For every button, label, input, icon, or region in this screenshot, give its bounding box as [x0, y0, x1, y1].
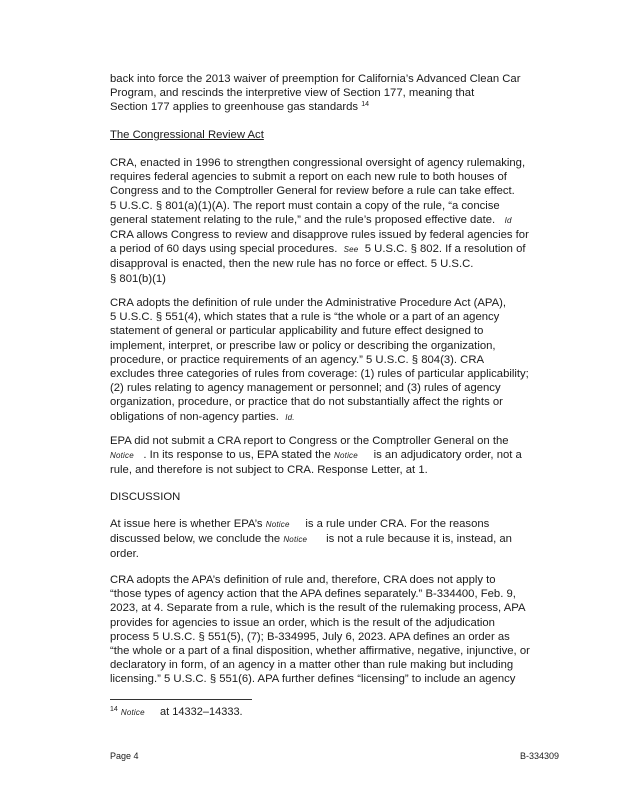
text-line: Notice . In its response to us, EPA stated the Notice is an adjudicatory order, not a: [110, 449, 522, 462]
text-line: requires federal agencies to submit a report on each new rule to both houses of: [110, 171, 507, 184]
text-line: CRA adopts the definition of rule under the Administrative Procedure Act (APA),: [110, 297, 507, 309]
section-heading-discussion: DISCUSSION: [110, 491, 181, 503]
text-line: 5 U.S.C. § 551(4), which states that a rule is “the whole or a part of an agency: [110, 311, 500, 324]
citation-id: Id: [504, 215, 512, 225]
footnote-reference: 14: [361, 101, 370, 109]
paragraph-epa-response: [110, 434, 562, 478]
notice-term: Notice: [283, 535, 308, 545]
notice-term: Notice: [120, 708, 145, 717]
text-line: CRA allows Congress to review and disapprove rules issued by federal agencies for: [110, 229, 529, 242]
text-line: process 5 U.S.C. § 551(5), (7); B-334995, July 6, 2023. APA defines an order as: [110, 630, 510, 643]
text-line: 2023, at 4. Separate from a rule, which is the result of the rulemaking process, APA: [110, 602, 526, 615]
text-line: rule, and therefore is not subject to CRA. Response Letter, at 1.: [110, 464, 428, 477]
notice-term: Notice: [110, 451, 134, 461]
section-heading-cra: The Congressional Review Act: [110, 129, 264, 141]
paragraph-cra-overview: [110, 156, 562, 286]
text-line: implement, interpret, or prescribe law or policy or describing the organization,: [110, 339, 496, 352]
text-line: statement of general or particular applicability and future effect designed to: [110, 325, 484, 338]
text-line: EPA did not submit a CRA report to Congress or the Comptroller General on the: [110, 435, 509, 447]
text-line: general statement relating to the rule,” and the rule’s proposed effective date. Id: [110, 213, 512, 226]
paragraph-issue: [110, 517, 562, 562]
text-line: declaratory in form, of an agency in a matter other than rule making but including: [110, 659, 514, 672]
footnote-number: 14: [110, 706, 118, 713]
text-line: back into force the 2013 waiver of preemption for California’s Advanced Clean Car: [110, 73, 521, 85]
paragraph-continuation: [110, 72, 562, 115]
citation-id: Id.: [285, 412, 295, 422]
text-line: “the whole or a part of a final disposition, whether affirmative, negative, injunctive, or: [110, 645, 530, 658]
citation-see: See: [343, 245, 359, 255]
text-line: organization, procedure, or practice that do not substantially affect the rights or: [110, 396, 503, 409]
notice-term: Notice: [334, 451, 358, 461]
footnote-text: at 14332–14333.: [160, 706, 243, 718]
document-number: B-334309: [520, 751, 560, 761]
text-line: a period of 60 days using special procedures. See 5 U.S.C. § 802. If a resolution of: [110, 243, 526, 256]
text-line: provides for agencies to issue an order, which is the result of the adjudication: [110, 616, 495, 629]
text-line: excludes three categories of rules from coverage: (1) rules of particular applicability;: [110, 368, 529, 381]
text-line: § 801(b)(1): [110, 272, 166, 285]
text-line: discussed below, we conclude the Notice is not a rule because it is, instead, an: [110, 533, 512, 546]
text-line: “those types of agency action that the APA defines separately.” B-334400, Feb. 9,: [110, 588, 516, 601]
footnote-divider: [110, 699, 252, 700]
text-line: CRA adopts the APA’s definition of rule and, therefore, CRA does not apply to: [110, 574, 496, 586]
text-line: Congress and to the Comptroller General for review before a rule can take effect.: [110, 185, 515, 198]
notice-term: Notice: [265, 520, 290, 529]
text-line: Section 177 applies to greenhouse gas standards $^{14}$: [110, 101, 370, 114]
text-line: order.: [110, 548, 139, 561]
page-number: Page 4: [110, 751, 139, 761]
text-line: licensing.” 5 U.S.C. § 551(6). APA further defines “licensing” to include an agency: [110, 673, 516, 686]
text-line: 5 U.S.C. § 801(a)(1)(A). The report must contain a copy of the rule, “a concise: [110, 199, 500, 212]
footnote-14: [110, 706, 243, 718]
text-line: CRA, enacted in 1996 to strengthen congressional oversight of agency rulemaking,: [110, 157, 526, 169]
paragraph-rule-definition: [110, 296, 562, 425]
text-line: procedure, or practice requirements of an agency.” 5 U.S.C. § 804(3). CRA: [110, 353, 485, 366]
paragraph-apa-order: [110, 573, 562, 687]
text-line: (2) rules relating to agency management or personnel; and (3) rules of agency: [110, 382, 501, 395]
text-line: Program, and rescinds the interpretive view of Section 177, meaning that: [110, 87, 475, 100]
text-line: At issue here is whether EPA’s Notice is a rule under CRA. For the reasons: [110, 518, 490, 530]
text-line: obligations of non-agency parties. Id.: [110, 410, 295, 423]
text-line: disapproval is enacted, then the new rule has no force or effect. 5 U.S.C.: [110, 258, 474, 271]
